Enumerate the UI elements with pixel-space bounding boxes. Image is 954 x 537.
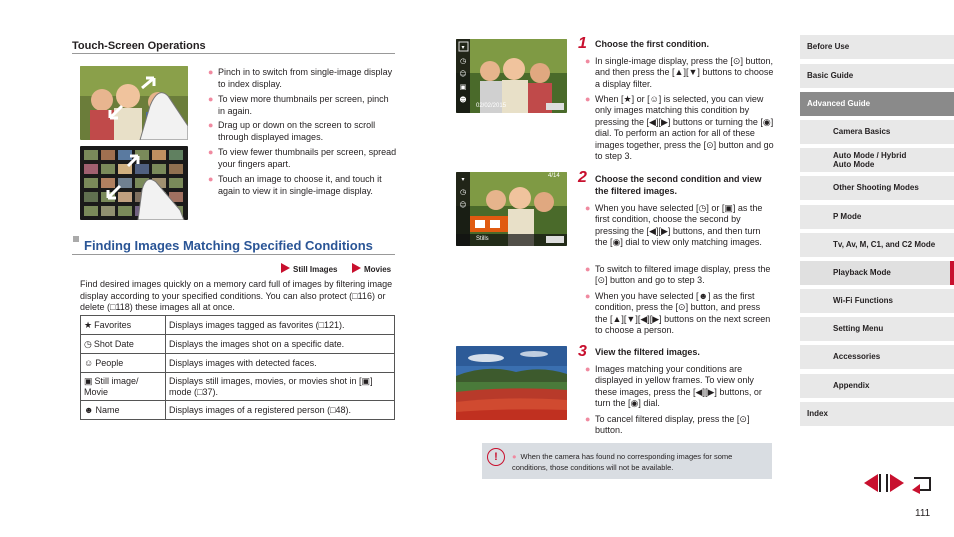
nav-setting-menu[interactable]: Setting Menu xyxy=(800,317,954,341)
camera-screen-2 xyxy=(456,172,567,246)
table-row xyxy=(81,373,395,401)
filter-table xyxy=(80,315,395,420)
filter-desc-cell: Displays images with detected faces. xyxy=(166,354,395,373)
svg-text:▾: ▾ xyxy=(461,176,465,183)
step-2-bullet-3: ● When you have selected [☻] as the first condition, press the [⊙] button, and press the [▲][▼][◀][▶] buttons on the next screen to choose a person. xyxy=(585,291,771,336)
divider xyxy=(72,53,395,54)
svg-text:☻: ☻ xyxy=(459,96,467,104)
svg-text:☺: ☺ xyxy=(459,201,467,209)
nav-accessories[interactable]: Accessories xyxy=(800,345,954,369)
warning-icon: ! xyxy=(487,448,505,466)
step-3-bullet-1: ● Images matching your conditions are displayed in yellow frames. To view only these images, press the [◀][▶] buttons, or turn the [◉] dial. xyxy=(585,364,762,409)
step-2-bullet-2: ● To switch to filtered image display, press the [⊙] button and go to step 3. xyxy=(585,264,771,286)
touch-bullet-4: ● To view fewer thumbnails per screen, spread your fingers apart. xyxy=(208,147,397,169)
people-icon: ☺ xyxy=(84,357,94,368)
table-row xyxy=(81,401,395,420)
nav-other-shooting-modes[interactable]: Other Shooting Modes xyxy=(800,176,954,200)
step-1-title: Choose the first condition. xyxy=(595,39,709,49)
nav-wifi-functions[interactable]: Wi-Fi Functions xyxy=(800,289,954,313)
filter-name-cell: ▣ Still image/ Movie xyxy=(81,373,166,401)
filter-name-cell: ☻ Name xyxy=(81,401,166,420)
screen-2-count: 4/14 xyxy=(548,173,560,179)
step-number-1: 1 xyxy=(578,35,587,52)
step-3-bullet-2: ● To cancel filtered display, press the [⊙] button. xyxy=(585,414,750,436)
nav-p-mode[interactable]: P Mode xyxy=(800,205,954,229)
nav-appendix[interactable]: Appendix xyxy=(800,374,954,398)
filter-desc-cell: Displays still images, movies, or movies shot in [▣] mode (□37). xyxy=(166,373,395,401)
section-title-finding: Finding Images Matching Specified Conditions xyxy=(84,238,373,253)
nav-advanced-guide[interactable]: Advanced Guide xyxy=(800,92,954,116)
svg-text:▾: ▾ xyxy=(461,44,465,51)
triangle-icon xyxy=(281,263,290,273)
nav-auto-mode[interactable]: Auto Mode / Hybrid Auto Mode xyxy=(800,148,954,172)
step-number-2: 2 xyxy=(578,169,587,186)
touch-bullet-2: ● To view more thumbnails per screen, pinch in again. xyxy=(208,94,389,116)
intro-text: Find desired images quickly on a memory card full of images by filtering image display according to your specified conditions. You can also protect (□116) or delete (□118) these images all at once. xyxy=(80,279,393,312)
still-movie-icon: ▣ xyxy=(84,375,93,386)
person-name-icon: ☻ xyxy=(84,404,94,415)
nav-tv-av-m-mode[interactable]: Tv, Av, M, C1, and C2 Mode xyxy=(800,233,954,257)
screen-1-date: 02/02/2015 xyxy=(476,103,507,109)
svg-text:☺: ☺ xyxy=(459,70,467,78)
step-2-title: Choose the second condition and view the filtered images. xyxy=(595,174,762,196)
previous-page-icon[interactable] xyxy=(860,472,882,494)
step-number-3: 3 xyxy=(578,343,587,360)
note-text: ● When the camera has found no corresponding images for some conditions, those conditions will not be available. xyxy=(512,452,733,472)
tag-movies: Movies xyxy=(352,263,391,274)
return-icon[interactable] xyxy=(912,478,930,494)
svg-text:▣: ▣ xyxy=(459,83,467,91)
table-row xyxy=(81,335,395,354)
tag-still-images: Still Images xyxy=(281,263,337,274)
landscape-illustration xyxy=(456,346,567,420)
nav-before-use[interactable]: Before Use xyxy=(800,35,954,59)
divider xyxy=(72,254,395,255)
filter-name-cell: ★ Favorites xyxy=(81,316,166,335)
section-title-touch: Touch-Screen Operations xyxy=(72,40,206,52)
svg-text:◷: ◷ xyxy=(459,188,467,196)
touch-bullet-3: ● Drag up or down on the screen to scroll through displayed images. xyxy=(208,120,376,142)
triangle-icon xyxy=(352,263,361,273)
screen-2-illustration xyxy=(456,172,567,246)
page-navigation xyxy=(860,472,936,499)
screen-2-label: Stills xyxy=(476,236,489,242)
index-photo xyxy=(80,146,188,220)
filter-name-cell: ☺ People xyxy=(81,354,166,373)
nav-playback-mode[interactable]: Playback Mode xyxy=(800,261,954,285)
touch-bullet-5: ● Touch an image to choose it, and touch it again to view it in single-image display. xyxy=(208,174,382,196)
table-row xyxy=(81,354,395,373)
filter-name-cell: ◷ Shot Date xyxy=(81,335,166,354)
touch-bullet-1: ● Pinch in to switch from single-image display to index display. xyxy=(208,67,393,89)
filter-desc-cell: Displays the images shot on a specific date. xyxy=(166,335,395,354)
landscape-photo xyxy=(456,346,567,420)
svg-text:◷: ◷ xyxy=(459,57,467,65)
step-2-bullet-1: ● When you have selected [◷] or [▣] as the first condition, choose the second by pressing the [◀][▶] buttons, and then turn the [◉] dial to view only matching images. xyxy=(585,203,763,248)
filter-desc-cell: Displays images of a registered person (□48). xyxy=(166,401,395,420)
camera-screen-1 xyxy=(456,39,567,113)
clock-icon: ◷ xyxy=(84,338,92,349)
heading-marker xyxy=(73,236,79,242)
next-page-icon[interactable] xyxy=(886,474,904,492)
table-row xyxy=(81,316,395,335)
nav-camera-basics[interactable]: Camera Basics xyxy=(800,120,954,144)
step-1-bullet-1: ● In single-image display, press the [⊙] button, and then press the [▲][▼] buttons to choose a display filter. xyxy=(585,56,774,89)
nav-basic-guide[interactable]: Basic Guide xyxy=(800,64,954,88)
step-3-title: View the filtered images. xyxy=(595,347,700,357)
pinch-photo xyxy=(80,66,188,140)
nav-index[interactable]: Index xyxy=(800,402,954,426)
page-number: 111 xyxy=(915,508,931,519)
star-icon: ★ xyxy=(84,319,93,330)
pinch-illustration xyxy=(80,66,188,140)
filter-desc-cell: Displays images tagged as favorites (□121). xyxy=(166,316,395,335)
index-grid-illustration xyxy=(80,146,188,220)
current-section-indicator xyxy=(950,261,954,285)
screen-1-illustration xyxy=(456,39,567,113)
step-1-bullet-2: ● When [★] or [☺] is selected, you can view only images matching this condition by pressing the [◀][▶] buttons or turning the [◉] dial. To perform an action for all of these images together, press the [⊙] button and go to step 3. xyxy=(585,94,774,162)
